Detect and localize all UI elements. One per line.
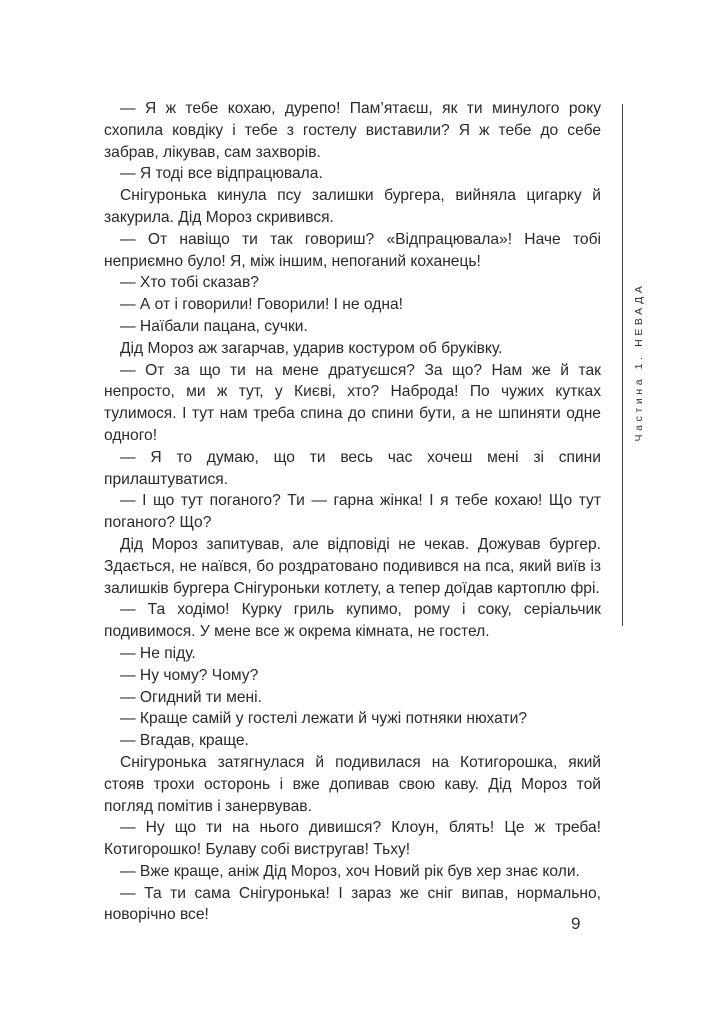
paragraph: — Ну чому? Чому? <box>120 666 259 684</box>
paragraph: — Та ти сама Снігуронька! І зараз же сніг випав, нормально, новорічно все! <box>104 884 601 924</box>
paragraph: Снігуронька затягнулася й подивилася на Котигорошка, який стояв трохи осторонь і вже допивав свою каву. Дід Мороз той погляд помітив і занервував. <box>104 753 601 815</box>
paragraph: — А от і говорили! Говорили! І не одна! <box>120 296 403 314</box>
running-header: Частина 1. НЕВАДА <box>633 282 645 442</box>
paragraph: — Ну що ти на нього дивишся? Клоун, блять! Це ж треба! Котигорошко! Булаву собі вистругав! Тьху! <box>104 819 601 859</box>
paragraph: — Не піду. <box>120 644 196 662</box>
paragraph: Дід Мороз аж загарчав, ударив костуром об бруківку. <box>120 339 503 357</box>
paragraph: — Огидний ти мені. <box>120 688 262 706</box>
paragraph: — Краще самій у гостелі лежати й чужі потняки нюхати? <box>120 710 528 728</box>
paragraph: — І що тут поганого? Ти — гарна жінка! І я тебе кохаю! Що тут поганого? Що? <box>104 492 601 532</box>
paragraph: Дід Мороз запитував, але відповіді не чекав. Дожував бургер. Здається, не наївся, бо роздратовано подивився на пса, який виїв із залишків бургера Снігуроньки котлету, а тепер доїдав картоплю фрі. <box>104 535 601 597</box>
paragraph: — Я ж тебе кохаю, дурепо! Пам’ятаєш, як ти минулого року схопила ковдіку і тебе з гостелу виставили? Я ж тебе до себе забрав, лікував, сам захворів. <box>104 100 601 161</box>
paragraph: — Я то думаю, що ти весь час хочеш мені зі спини прилаштуватися. <box>104 448 601 488</box>
body-text <box>104 98 601 926</box>
paragraph: — От за що ти на мене дратуєшся? За що? Нам же й так непросто, ми ж тут, у Києві, хто? Наброда! По чужих кутках тулимося. І тут нам треба спина до спини бути, а не шпиняти одне одного! <box>104 361 601 444</box>
running-header-rule <box>622 104 623 626</box>
paragraph: — Та ходімо! Курку гриль купимо, рому і соку, серіальчик подивимося. У мене все ж окрема кімната, не гостел. <box>104 601 601 641</box>
paragraph: — От навіщо ти так говориш? «Відпрацювала»! Наче тобі неприємно було! Я, між іншим, непоганий коханець! <box>104 230 601 270</box>
paragraph: — Наїбали пацана, сучки. <box>120 317 308 335</box>
paragraph: Снігуронька кинула псу залишки бургера, вийняла цигарку й закурила. Дід Мороз скривився. <box>104 187 601 226</box>
paragraph: — Вгадав, краще. <box>120 732 249 750</box>
paragraph: — Хто тобі сказав? <box>120 274 259 292</box>
page-number: 9 <box>571 914 581 933</box>
paragraph: — Вже краще, аніж Дід Мороз, хоч Новий рік був хер знає коли. <box>120 862 580 880</box>
paragraph: — Я тоді все відпрацювала. <box>120 165 323 183</box>
